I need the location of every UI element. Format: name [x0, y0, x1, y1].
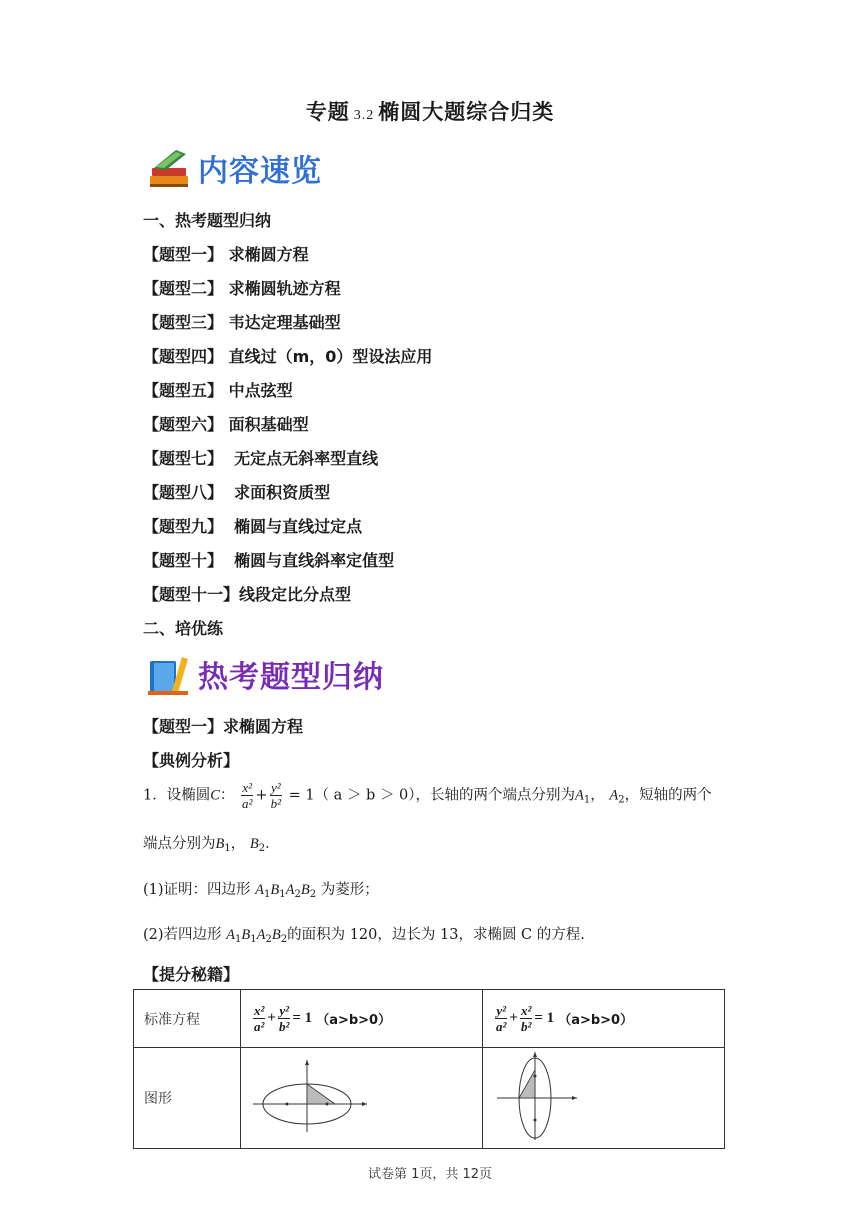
toc-heading: 一、热考题型归纳	[143, 211, 272, 230]
fraction-y2-b2: $\frac{\text{y²}}{\text{b²}}$	[270, 780, 281, 811]
ellipse-standard-table	[133, 989, 725, 1149]
problem-part-1: (1)证明：四边形 $A_1B_1A_2B_2$ 为菱形；	[143, 882, 379, 900]
equation-vertical-cell: $\frac{\text{y²}}{\text{a²}}$ + $\frac{\text{x²}}{\text{b²}}$ = 1 （a>b>0）	[483, 990, 725, 1048]
title-prefix: 专题	[305, 100, 350, 124]
equation-horizontal-cell: $\frac{\text{x²}}{\text{a²}}$ + $\frac{\text{y²}}{\text{b²}}$ = 1 （a>b>0）	[241, 990, 483, 1048]
toc-item: 【题型六】 面积基础型	[143, 415, 309, 434]
toc-item: 【题型五】 中点弦型	[143, 381, 293, 400]
page-title	[0, 96, 860, 126]
row-label: 标准方程	[134, 990, 241, 1048]
horizontal-ellipse-figure	[251, 1056, 371, 1136]
table-row	[134, 990, 725, 1048]
toc-item: 【题型四】 直线过（m，0）型设法应用	[143, 347, 433, 366]
horizontal-ellipse-figure-cell	[241, 1048, 483, 1149]
content-overview-banner	[146, 144, 322, 192]
hot-topics-banner	[146, 650, 384, 698]
title-main: 椭圆大题综合归类	[378, 100, 555, 124]
books-icon	[146, 146, 192, 190]
tips-title: 【提分秘籍】	[143, 965, 240, 984]
toc-item: 【题型七】 无定点无斜率型直线	[143, 449, 379, 468]
toc-item: 【题型三】 韦达定理基础型	[143, 313, 341, 332]
page-footer: 试卷第 1页，共 12页	[367, 1167, 493, 1182]
title-version: 3.2	[353, 108, 375, 123]
toc-heading-2: 二、培优练	[143, 619, 224, 638]
toc-item: 【题型八】 求面积资质型	[143, 483, 331, 502]
row-label: 图形	[134, 1048, 241, 1149]
example-title: 【典例分析】	[143, 751, 240, 770]
problem-line-1: 1．设椭圆C： $\frac{\text{x²}}{\text{a²}}$ + $\frac{\text{y²}}{\text{b²}}$ = 1（ a ＞ b ＞ 0），长轴的两个端点分别为$A_1$， $A_2$，短轴的两个	[143, 780, 712, 811]
banner-title: 热考题型归纳	[198, 660, 384, 695]
problem-part-2: (2)若四边形 $A_1B_1A_2B_2$的面积为 120，边长为 13，求椭圆 C 的方程.	[143, 927, 585, 945]
toc-item: 【题型二】 求椭圆轨迹方程	[143, 279, 341, 298]
table-row	[134, 1048, 725, 1149]
problem-line-2: 端点分别为$B_1$， $B_2$．	[143, 836, 280, 854]
vertical-ellipse-figure	[493, 1050, 583, 1142]
toc-item: 【题型九】 椭圆与直线过定点	[143, 517, 363, 536]
toc-item: 【题型十】 椭圆与直线斜率定值型	[143, 551, 395, 570]
type-title: 【题型一】求椭圆方程	[143, 717, 304, 736]
vertical-ellipse-figure-cell	[483, 1048, 725, 1149]
toc-item: 【题型一】 求椭圆方程	[143, 245, 309, 264]
banner-title: 内容速览	[198, 154, 322, 189]
fraction-x2-a2: $\frac{\text{x²}}{\text{a²}}$	[242, 780, 253, 811]
toc-item: 【题型十一】线段定比分点型	[143, 585, 352, 604]
pencil-book-icon	[146, 651, 192, 697]
